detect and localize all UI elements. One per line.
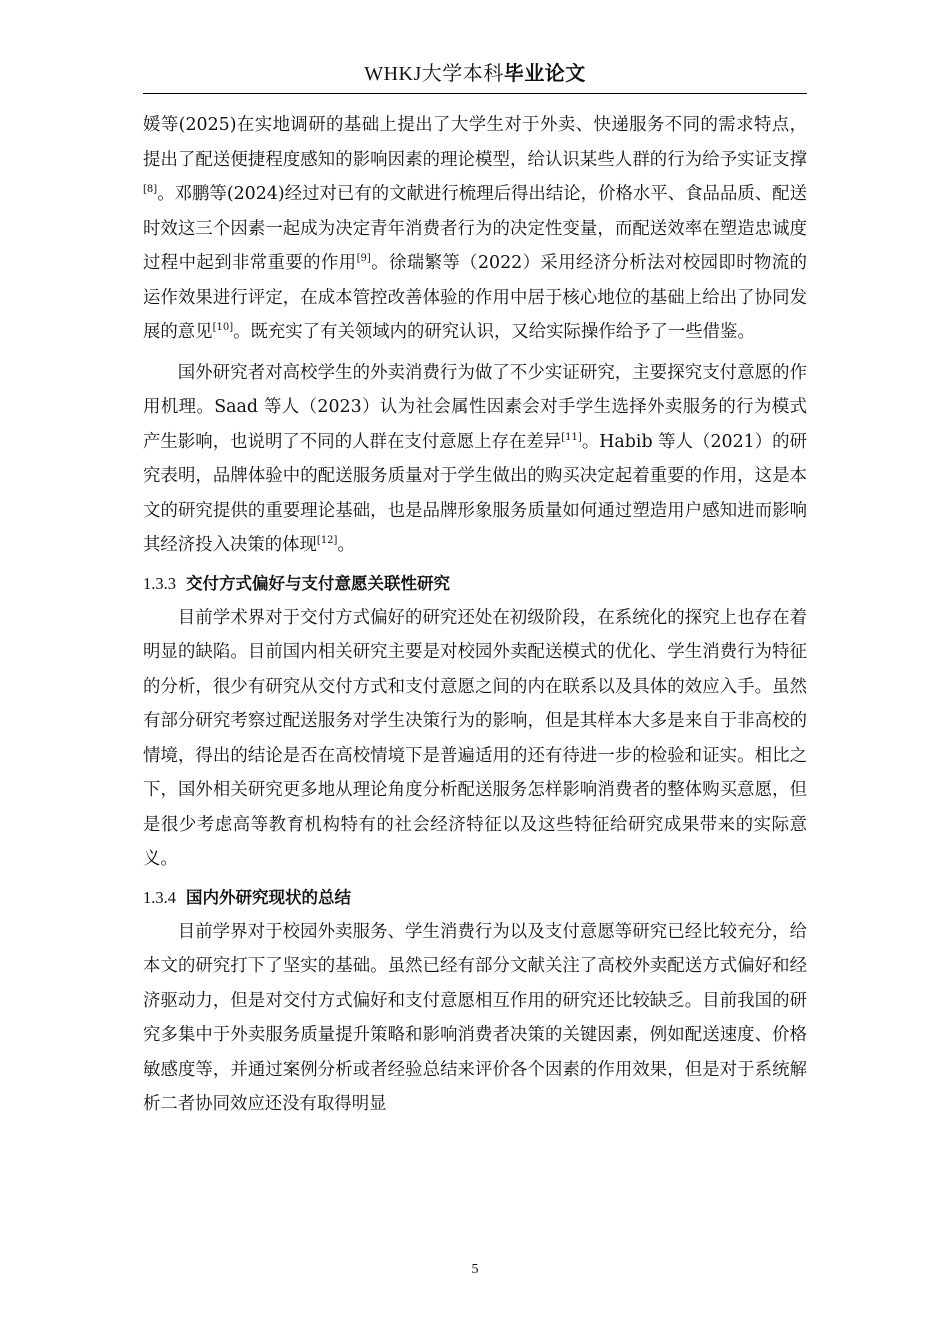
citation-ref: [10] xyxy=(212,322,234,334)
text-run: 。 xyxy=(337,535,355,555)
text-run: 。邓鹏等(2024)经过对已有的文献进行梳理后得出结论，价格水平、食品品质、配送时效这三个因素一起成为决定青年消费者行为的决定性变量，而配送效率在塑造忠诚度过程中起到非常重要的作用 xyxy=(143,184,807,273)
paragraph-continued xyxy=(143,108,807,350)
body-text xyxy=(143,108,807,1128)
text-run: 目前学术界对于交付方式偏好的研究还处在初级阶段，在系统化的探究上也存在着明显的缺陷。目前国内相关研究主要是对校园外卖配送模式的优化、学生消费行为特征的分析，很少有研究从交付方式和支付意愿之间的内在联系以及具体的效应入手。虽然有部分研究考察过配送服务对学生决策行为的影响，但是其样本大多是来自于非高校的情境，得出的结论是否在高校情境下是普遍适用的还有待进一步的检验和证实。相比之下，国外相关研究更多地从理论角度分析配送服务怎样影响消费者的整体购买意愿，但是很少考虑高等教育机构特有的社会经济特征以及这些特征给研究成果带来的实际意义。 xyxy=(143,607,807,869)
text-run: 。Habib 等人（2021）的研究表明，品牌体验中的配送服务质量对于学生做出的购买决定起着重要的作用，这是本文的研究提供的重要理论基础，也是品牌形象服务质量如何通过塑造用户感知进而影响其经济投入决策的体现 xyxy=(143,431,807,555)
citation-ref: [12] xyxy=(316,535,338,547)
running-header xyxy=(0,60,950,88)
text-run: 国外研究者对高校学生的外卖消费行为做了不少实证研究，主要探究支付意愿的作用机理。Saad 等人（2023）认为社会属性因素会对手学生选择外卖服务的行为模式产生影响，也说明了不同的人群在支付意愿上存在差异 xyxy=(143,362,807,452)
text-run: 。既充实了有关领域内的研究认识，又给实际操作给予了一些借鉴。 xyxy=(233,322,755,342)
paragraph-delivery-preference xyxy=(143,601,807,877)
text-run: 媛等(2025)在实地调研的基础上提出了大学生对于外卖、快递服务不同的需求特点，提出了配送便捷程度感知的影响因素的理论模型，给认识某些人群的行为给予实证支撑 xyxy=(143,115,807,170)
paragraph-summary xyxy=(143,915,807,1122)
section-title: 交付方式偏好与支付意愿关联性研究 xyxy=(186,573,450,593)
section-number: 1.3.4 xyxy=(143,887,176,907)
header-rule xyxy=(143,93,807,94)
section-title: 国内外研究现状的总结 xyxy=(186,887,351,907)
text-run: 。徐瑞繁等（2022）采用经济分析法对校园即时物流的运作效果进行评定，在成本管控改善体验的作用中居于核心地位的基础上给出了协同发展的意见 xyxy=(143,253,807,342)
citation-ref: [9] xyxy=(356,253,371,265)
paragraph-foreign-research xyxy=(143,356,807,563)
citation-ref: [8] xyxy=(143,184,158,196)
section-heading-1-3-4 xyxy=(143,883,807,913)
header-title-prefix: WHKJ大学本科 xyxy=(364,63,504,85)
citation-ref: [11] xyxy=(561,431,582,443)
header-title-bold: 毕业论文 xyxy=(503,63,586,85)
page-number: 5 xyxy=(471,1262,479,1277)
section-heading-1-3-3 xyxy=(143,569,807,599)
section-number: 1.3.3 xyxy=(143,573,176,593)
text-run: 目前学界对于校园外卖服务、学生消费行为以及支付意愿等研究已经比较充分，给本文的研究打下了坚实的基础。虽然已经有部分文献关注了高校外卖配送方式偏好和经济驱动力，但是对交付方式偏好和支付意愿相互作用的研究还比较缺乏。目前我国的研究多集中于外卖服务质量提升策略和影响消费者决策的关键因素，例如配送速度、价格敏感度等，并通过案例分析或者经验总结来评价各个因素的作用效果，但是对于系统解析二者协同效应还没有取得明显 xyxy=(143,921,807,1114)
